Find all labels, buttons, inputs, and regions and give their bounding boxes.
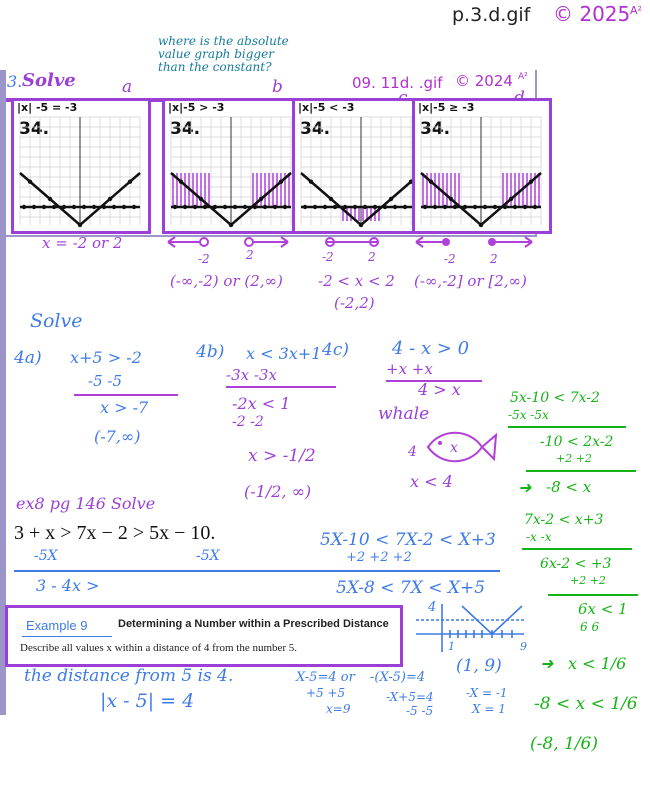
numberline-d-left [416,237,442,247]
distance-col3: (1, 9) [456,656,502,676]
closed-dot-icon [442,238,450,246]
line-dot [122,205,126,209]
numberline-b-right [253,237,288,247]
graph-dot [108,197,112,201]
graph-dot [28,179,32,183]
line-dot [303,205,307,209]
copyright-label: © 2025 [553,2,631,26]
part-a-line: -5 -5 [88,372,122,390]
part-c-result: x < 4 [410,472,453,491]
example-9-box [5,605,403,667]
line-dot [353,205,357,209]
line-dot [423,205,427,209]
line-dot [42,205,46,209]
line-dot [213,205,217,209]
line-dot [283,205,287,209]
line-dot [112,205,116,209]
graph-dot [479,223,483,227]
line-dot [403,205,407,209]
distance-col2: -(X-5)=4 [370,670,426,685]
line-dot [523,205,527,209]
part-b-line: x > -1/2 [248,446,316,466]
green-rule [508,426,626,428]
distance-col2: -X+5=4 [386,690,434,704]
green-line: -10 < 2x-2 [540,434,614,450]
sub-mark: A² [518,72,528,82]
example-title: Determining a Number within a Prescribed Distance [118,618,389,630]
line-dot [483,205,487,209]
line-dot [193,205,197,209]
whale-note: whale [378,404,430,424]
green-line: 6 6 [580,620,600,634]
green-line: -8 < x [546,478,592,496]
exercise-result: 3 - 4x > [36,576,100,595]
green-arrow-icon: ➜ [540,654,554,673]
tick-label: -2 [198,252,210,266]
answer-d: (-∞,-2] or [2,∞) [414,272,527,290]
line-dot [443,205,447,209]
tick-label: 2 [368,250,376,264]
distance-line-2: |x - 5| = 4 [100,690,195,712]
exercise-work-top: 5X-10 < 7X-2 < X+3 [320,530,496,550]
green-line: 5x-10 < 7x-2 [510,390,600,406]
line-dot [533,205,537,209]
graph-dot [359,223,363,227]
graph-equation: |x| -5 = -3 [17,101,78,114]
sub-copyright: © 2024 [455,72,513,90]
line-dot [513,205,517,209]
graph-card-a [11,98,151,234]
line-dot [383,205,387,209]
graph-dot [78,223,82,227]
tick-label: 2 [246,248,254,262]
graph-equation: |x|-5 ≥ -3 [418,101,475,114]
graph-dot [279,179,283,183]
graph-dot [429,179,433,183]
tick-label: -2 [322,250,334,264]
graph-equation: |x|-5 > -3 [168,101,225,114]
graph-dot [309,179,313,183]
tick-label: 2 [490,252,498,266]
line-dot [173,205,177,209]
part-b-line: -3x -3x [226,366,277,384]
green-line: -x -x [526,530,552,544]
line-dot [233,205,237,209]
graph-b-plot [165,101,299,231]
line-dot [433,205,437,209]
part-b-line: -2 -2 [232,414,264,430]
line-dot [323,205,327,209]
example-body: Describe all values x within a distance of 4 from the number 5. [20,642,298,654]
line-dot [62,205,66,209]
graph-card-c [292,98,432,234]
green-line: -8 < x < 1/6 [534,694,638,714]
graph-dot [48,197,52,201]
line-dot [493,205,497,209]
copyright-mark: A² [630,4,642,17]
distance-col1: +5 +5 [306,686,346,700]
line-dot [82,205,86,209]
graph-d-plot [415,101,549,231]
line-dot [473,205,477,209]
distance-col3: -X = -1 [466,686,508,700]
example9-graph-label: 1 [448,640,455,653]
distance-col1: X-5=4 or [296,670,355,685]
example9-graph-label: 9 [520,640,527,653]
part-a-line: x+5 > -2 [70,348,142,367]
line-dot [132,205,136,209]
graph-dot [259,197,263,201]
tick-label: -2 [444,252,456,266]
sub-file-name: 09. 11d. .gif [352,74,443,92]
line-dot [183,205,187,209]
line-dot [363,205,367,209]
question-annotation: where is the absolute value graph bigger than the constant? [158,34,289,74]
exercise-under: -5X [196,548,220,564]
distance-col1: x=9 [326,702,351,716]
fish-inner-x: x [450,440,458,456]
fish-number: 4 [408,444,417,460]
exercise-work-result: 5X-8 < 7X < X+5 [336,578,486,598]
green-line: 6x-2 < +3 [540,556,612,572]
line-dot [273,205,277,209]
exercise-under: -5X [34,548,58,564]
green-line: 6x < 1 [578,600,628,618]
line-dot [263,205,267,209]
distance-col2: -5 -5 [406,704,434,718]
graph-dot [329,197,333,201]
line-dot [52,205,56,209]
exercise-heading: ex8 pg 146 Solve [16,494,156,513]
number-lines [0,228,540,268]
problem-number: 34. [19,119,50,139]
section4-title: Solve [30,310,83,332]
graph-card-b [162,98,302,234]
line-dot [72,205,76,209]
graph-label-a: a [122,77,133,97]
line-dot [253,205,257,209]
file-name-label: p.3.d.gif [452,4,531,26]
graph-label-b: b [272,77,283,97]
answer-c: -2 < x < 2 [318,272,395,290]
graph-dot [229,223,233,227]
part-b-rule [226,386,336,388]
answer-b: (-∞,-2) or (2,∞) [170,272,283,290]
line-dot [453,205,457,209]
distance-line-1: the distance from 5 is 4. [24,666,234,686]
green-rule [548,594,638,596]
part-c-label: 4c) [322,340,349,360]
green-line: +2 +2 [570,574,606,587]
graph-c-plot [295,101,429,231]
graph-card-d [412,98,552,234]
open-dot-icon [245,238,253,246]
line-dot [22,205,26,209]
part-a-line: (-7,∞) [94,427,141,446]
open-dot-icon [200,238,208,246]
green-arrow-icon: ➜ [518,478,532,497]
answer-a: x = -2 or 2 [42,234,123,252]
part-c-line: 4 - x > 0 [392,338,470,359]
line-dot [243,205,247,209]
graph-dot [509,197,513,201]
part-c-line: 4 > x [418,380,461,399]
part-a-rule [74,394,178,396]
fish-icon [420,425,500,475]
graph-dot [179,179,183,183]
part-a-label: 4a) [14,348,42,368]
part-b-label: 4b) [196,342,225,362]
part-b-line: x < 3x+1 [246,344,322,363]
exercise-work-add: +2 +2 +2 [346,550,412,565]
green-line: 7x-2 < x+3 [524,512,604,528]
line-dot [92,205,96,209]
answer-c-interval: (-2,2) [334,294,375,312]
part-c-line: +x +x [386,360,433,378]
green-rule [526,470,636,472]
line-dot [343,205,347,209]
line-dot [503,205,507,209]
line-dot [393,205,397,209]
distance-col3: X = 1 [472,702,506,716]
closed-dot-icon [488,238,496,246]
graph-a-plot [14,101,148,231]
line-dot [463,205,467,209]
line-dot [333,205,337,209]
line-dot [102,205,106,209]
section3-title: Solve [22,70,76,91]
graph-dot [449,197,453,201]
part-b-line: -2x < 1 [232,394,291,413]
line-dot [373,205,377,209]
graph-dot [529,179,533,183]
line-dot [32,205,36,209]
graph-dot [199,197,203,201]
line-dot [313,205,317,209]
green-line: +2 +2 [556,452,592,465]
exercise-equation: 3 + x > 7x − 2 > 5x − 10. [14,522,216,544]
graph-dot [389,197,393,201]
part-b-line: (-1/2, ∞) [244,482,312,501]
example-tag-underline [22,636,112,637]
problem-number: 34. [300,119,331,139]
green-line: -5x -5x [508,408,549,422]
green-rule [522,548,632,550]
example-tag: Example 9 [26,618,88,633]
section3-number: 3. [7,72,23,91]
problem-number: 34. [170,119,201,139]
exercise-rule [14,570,500,572]
green-line: (-8, 1/6) [530,734,598,754]
green-line: x < 1/6 [568,654,627,673]
graph-dot [128,179,132,183]
part-a-line: x > -7 [100,398,149,417]
example9-graph-label: 4 [428,600,437,615]
line-dot [223,205,227,209]
problem-number: 34. [420,119,451,139]
numberline-d-right [492,237,532,247]
graph-equation: |x|-5 < -3 [298,101,355,114]
line-dot [203,205,207,209]
